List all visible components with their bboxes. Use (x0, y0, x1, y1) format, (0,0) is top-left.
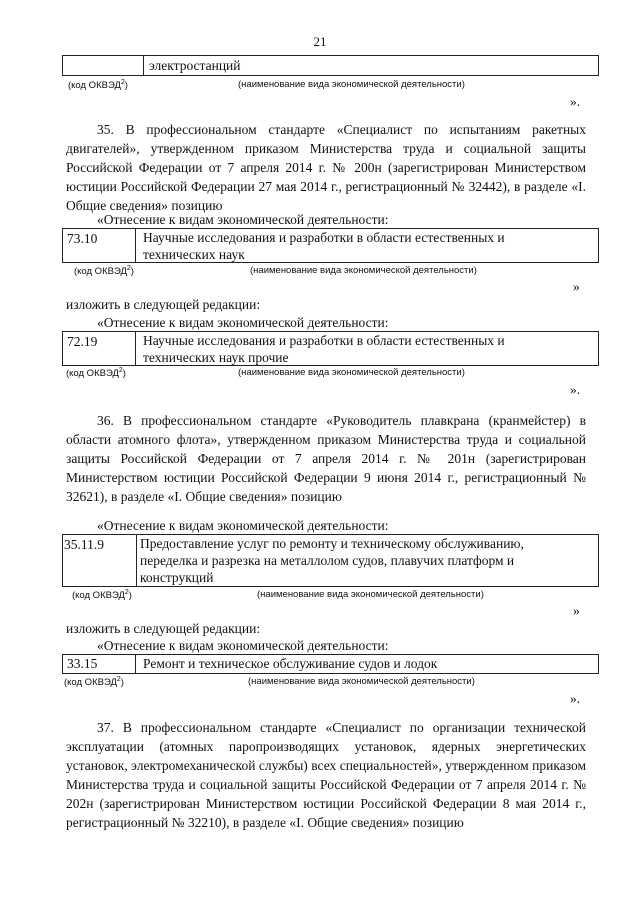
okved-name-35-old: Научные исследования и разработки в области естественных и технических наук (143, 230, 505, 262)
closing-quote-36-old: » (573, 603, 580, 618)
okved-table-35-old (62, 228, 599, 263)
closing-quote-36-new: ». (570, 691, 581, 706)
okved-name-caption-35: (наименование вида экономической деятельности) (250, 265, 477, 276)
okved-code-35-new: 72.19 (67, 334, 98, 349)
replace-text-35: изложить в следующей редакции: (66, 297, 261, 312)
okved-name-cell: электростанций (149, 58, 241, 73)
okved-code-caption-35-new: (код ОКВЭД$^2$) (66, 367, 126, 380)
paragraph-item-37: 37. В профессиональном стандарте «Специалист по организации технической эксплуатации (атомных паропроизводящих установок, ядерных энергетических установок, электромеханической службы) всех специальностей», утвержденном приказом Министерства труда и социальной защиты Российской Федерации от 7 апреля 2014 г. № 202н (зарегистрирован Министерством юстиции Российской Федерации 8 мая 2014 г., регистрационный № 32210), в разделе «I. Общие сведения» позицию (66, 720, 586, 830)
okved-code-36-new: 33.15 (67, 656, 98, 671)
okved-code-36-old: 35.11.9 (64, 537, 104, 552)
okved-name-caption-36: (наименование вида экономической деятельности) (257, 589, 484, 600)
closing-quote-35-old: » (573, 279, 580, 294)
okved-code-cell (63, 56, 144, 75)
okved-name-caption: (наименование вида экономической деятельности) (238, 79, 465, 90)
relation-heading-35-new: «Отнесение к видам экономической деятельности: (97, 315, 389, 330)
okved-name-caption-35-new: (наименование вида экономической деятельности) (238, 367, 465, 378)
page-number: 21 (313, 34, 327, 49)
okved-table-35-new (62, 331, 599, 366)
okved-table-36-new (62, 654, 599, 674)
okved-name-36-new: Ремонт и техническое обслуживание судов и лодок (143, 656, 438, 671)
replace-text-36: изложить в следующей редакции: (66, 621, 261, 636)
okved-name-35-new: Научные исследования и разработки в области естественных и технических наук прочие (143, 333, 505, 365)
paragraph-item-36: 36. В профессиональном стандарте «Руководитель плавкрана (кранмейстер) в области атомного флота», утвержденном приказом Министерства труда и социальной защиты Российской Федерации от 7 апреля 2014 г. № 201н (зарегистрирован Министерством юстиции Российской Федерации 9 июня 2014 г., регистрационный № 32621), в разделе «I. Общие сведения» позицию (66, 413, 586, 504)
okved-name-caption-36-new: (наименование вида экономической деятельности) (248, 676, 475, 687)
okved-code-caption-36-new: (код ОКВЭД$^2$) (64, 676, 124, 689)
closing-quote: ». (570, 94, 581, 109)
okved-code-caption: (код ОКВЭД$^2$) (68, 79, 128, 92)
okved-name-36-old: Предоставление услуг по ремонту и техническому обслуживанию, переделка и разрезка на металлолом судов, плавучих платформ и конструкций (140, 536, 524, 585)
okved-table-continuation (62, 55, 599, 76)
okved-code-caption-36: (код ОКВЭД$^2$) (72, 589, 132, 602)
relation-heading-36: «Отнесение к видам экономической деятельности: (97, 518, 389, 533)
closing-quote-35-new: ». (570, 382, 581, 397)
okved-table-36-old (62, 534, 599, 587)
okved-code-caption-35: (код ОКВЭД$^2$) (74, 265, 134, 278)
relation-heading-35: «Отнесение к видам экономической деятельности: (97, 212, 389, 227)
okved-code-35-old: 73.10 (67, 231, 98, 246)
relation-heading-36-new: «Отнесение к видам экономической деятельности: (97, 638, 389, 653)
paragraph-item-35: 35. В профессиональном стандарте «Специалист по испытаниям ракетных двигателей», утвержденном приказом Министерства труда и социальной защиты Российской Федерации от 7 апреля 2014 г. № 200н (зарегистрирован Министерством юстиции Российской Федерации 27 мая 2014 г., регистрационный № 32442), в разделе «I. Общие сведения» позицию (66, 122, 586, 213)
